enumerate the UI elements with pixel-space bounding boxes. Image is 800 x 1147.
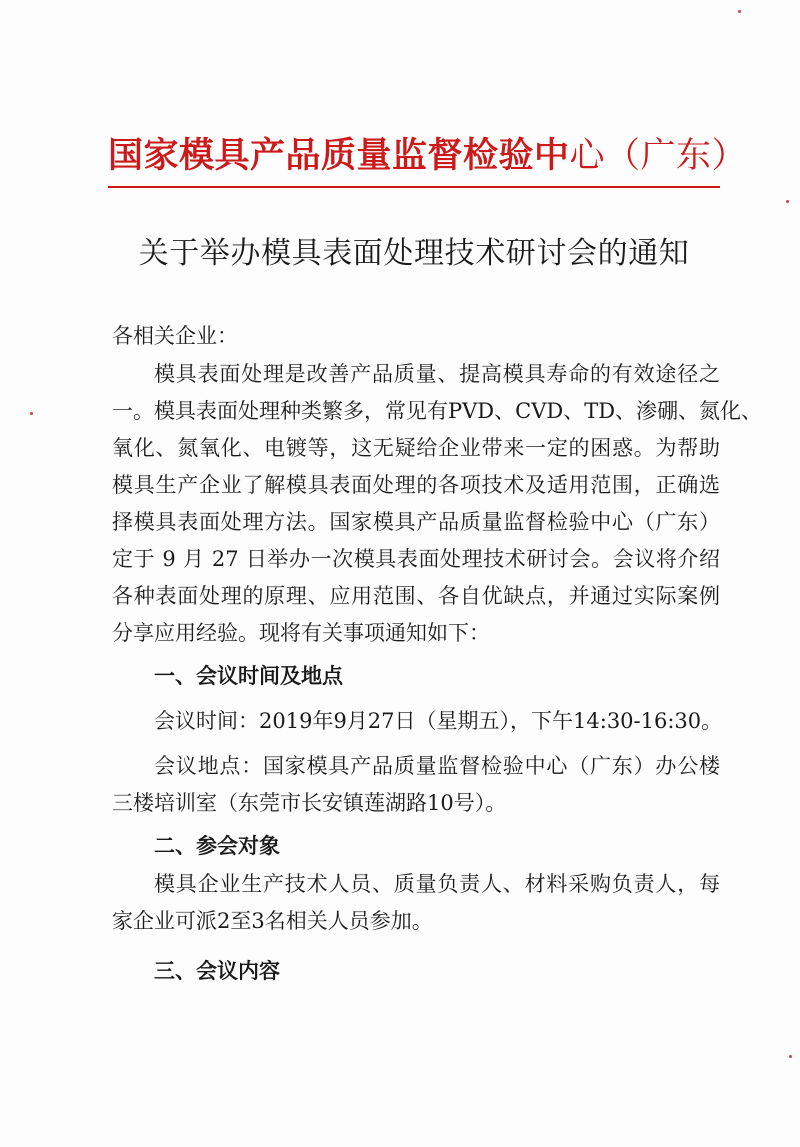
intro-line: 模具表面处理是改善产品质量、提高模具寿命的有效途径之	[154, 362, 720, 386]
document-title: 关于举办模具表面处理技术研讨会的通知	[138, 236, 690, 271]
meeting-time-text: 会议时间：2019年9月27日（星期五），下午14:30-16:30。	[154, 709, 723, 733]
intro-line: 分享应用经验。现将有关事项通知如下：	[112, 621, 490, 645]
letterhead-title-rest: 心（广东）	[569, 136, 748, 176]
intro-paragraph	[112, 356, 763, 652]
scan-speck	[789, 1055, 792, 1058]
participants-line: 模具企业生产技术人员、质量负责人、材料采购负责人，每	[154, 872, 720, 896]
intro-line: 择模具表面处理方法。国家模具产品质量监督检验中心（广东）	[112, 510, 720, 534]
meeting-place-line: 会议地点：国家模具产品质量监督检验中心（广东）办公楼	[154, 754, 720, 778]
participants	[112, 866, 720, 940]
section-2-heading: 二、参会对象	[154, 834, 280, 858]
letterhead-title-bold: 国家模具产品质量监督检验中	[108, 136, 570, 176]
section-1-heading: 一、会议时间及地点	[154, 664, 343, 688]
intro-line: 一。模具表面处理种类繁多，常见有PVD、CVD、TD、渗硼、氮化、	[112, 399, 763, 423]
salutation	[112, 318, 720, 355]
intro-line: 模具生产企业了解模具表面处理的各项技术及适用范围，正确选	[112, 473, 720, 497]
section-3-heading: 三、会议内容	[154, 959, 280, 983]
scan-speck	[786, 200, 789, 203]
intro-line: 氧化、氮氧化、电镀等，这无疑给企业带来一定的困惑。为帮助	[112, 436, 720, 460]
meeting-place	[112, 748, 720, 822]
letterhead-rule	[108, 186, 720, 188]
participants-line: 家企业可派2至3名相关人员参加。	[112, 909, 433, 933]
meeting-place-line: 三楼培训室（东莞市长安镇莲湖路10号）。	[112, 791, 507, 815]
intro-line: 定于 9 月 27 日举办一次模具表面处理技术研讨会。会议将介绍	[112, 547, 720, 571]
meeting-time	[112, 703, 723, 740]
scan-speck	[30, 412, 33, 415]
letterhead-title	[108, 128, 748, 178]
scan-speck	[738, 10, 741, 13]
intro-line: 各种表面处理的原理、应用范围、各自优缺点，并通过实际案例	[112, 584, 720, 608]
salutation-text: 各相关企业：	[112, 324, 238, 348]
